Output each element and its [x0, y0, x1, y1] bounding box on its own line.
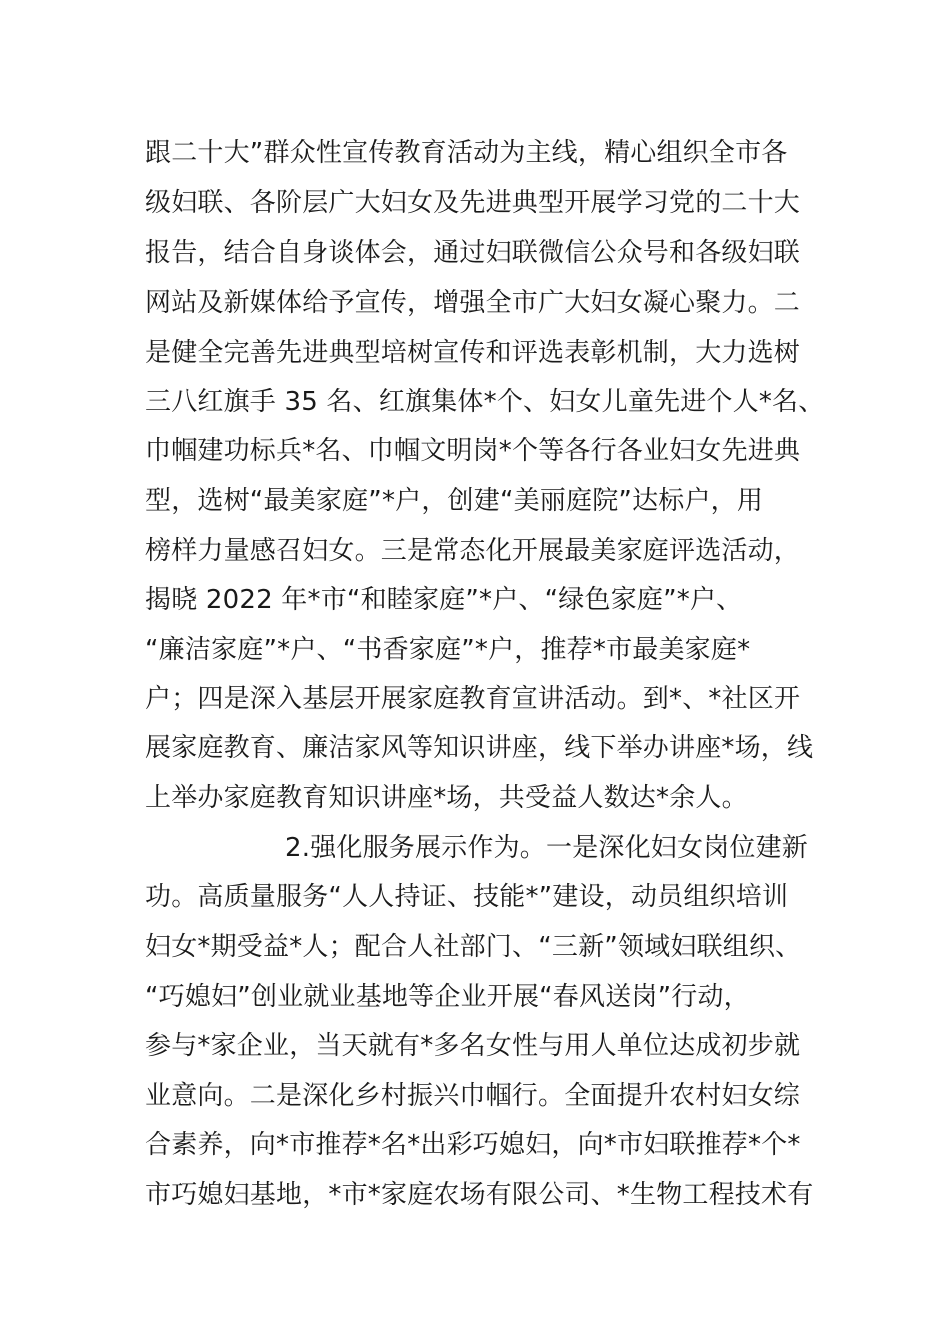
- body-text-line: 市巧媳妇基地，*市*家庭农场有限公司、*生物工程技术有: [145, 1180, 814, 1210]
- body-text-line: 业意向。二是深化乡村振兴巾帼行。全面提升农村妇女综: [145, 1081, 801, 1111]
- body-text-line: 揭晓 2022 年*市“和睦家庭”*户、“绿色家庭”*户、: [145, 585, 743, 615]
- body-text-line: 户；四是深入基层开展家庭教育宣讲活动。到*、*社区开: [145, 684, 801, 714]
- body-text-line: 参与*家企业，当天就有*多名女性与用人单位达成初步就: [145, 1031, 801, 1061]
- body-text-line: 三八红旗手 35 名、红旗集体*个、妇女儿童先进个人*名、: [145, 387, 825, 417]
- body-text-line: 跟二十大”群众性宣传教育活动为主线，精心组织全市各: [145, 138, 788, 168]
- body-text-line: 网站及新媒体给予宣传，增强全市广大妇女凝心聚力。二: [145, 288, 801, 318]
- body-text-line: 上举办家庭教育知识讲座*场，共受益人数达*余人。: [145, 783, 748, 813]
- body-text-line: 合素养，向*市推荐*名*出彩巧媳妇，向*市妇联推荐*个*: [145, 1130, 801, 1160]
- body-text-line: 榜样力量感召妇女。三是常态化开展最美家庭评选活动，: [145, 536, 801, 566]
- section-heading-line: 2.强化服务展示作为。一是深化妇女岗位建新: [285, 833, 809, 863]
- body-text-line: 报告，结合自身谈体会，通过妇联微信公众号和各级妇联: [145, 238, 801, 268]
- body-text-line: 展家庭教育、廉洁家风等知识讲座，线下举办讲座*场，线: [145, 733, 814, 763]
- body-text-line: 巾帼建功标兵*名、巾帼文明岗*个等各行各业妇女先进典: [145, 436, 801, 466]
- body-text-line: “廉洁家庭”*户、“书香家庭”*户，推荐*市最美家庭*: [145, 635, 751, 665]
- body-text-line: 级妇联、各阶层广大妇女及先进典型开展学习党的二十大: [145, 188, 801, 218]
- body-text-line: 妇女*期受益*人；配合人社部门、“三新”领域妇联组织、: [145, 932, 802, 962]
- body-text-line: “巧媳妇”创业就业基地等企业开展“春风送岗”行动，: [145, 982, 750, 1012]
- body-text-line: 功。高质量服务“人人持证、技能*”建设，动员组织培训: [145, 882, 789, 912]
- body-text-line: 是健全完善先进典型培树宣传和评选表彰机制，大力选树: [145, 338, 801, 368]
- body-text-line: 型，选树“最美家庭”*户，创建“美丽庭院”达标户，用: [145, 486, 764, 516]
